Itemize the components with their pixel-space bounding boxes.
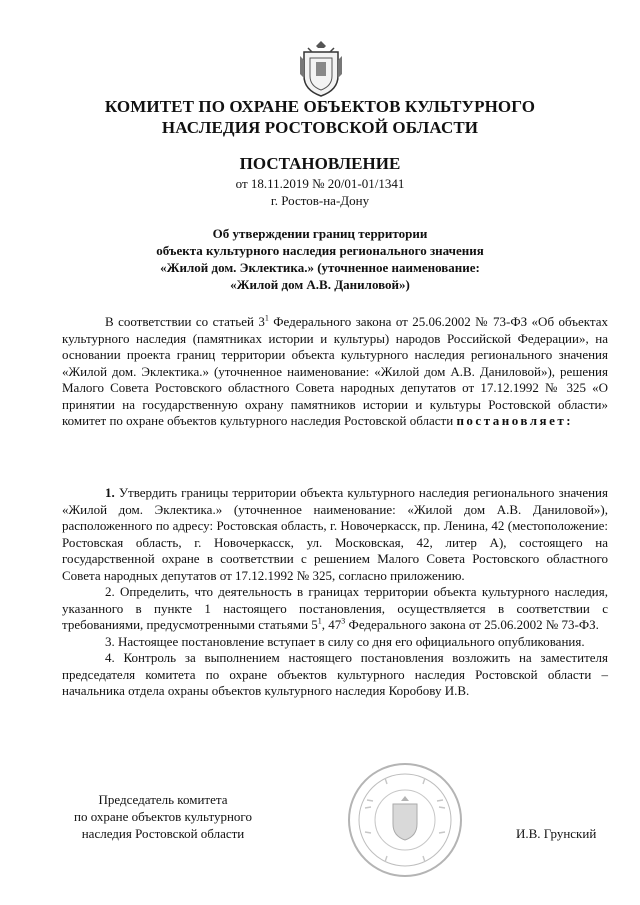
preamble-paragraph xyxy=(62,314,608,430)
document-type: ПОСТАНОВЛЕНИЕ xyxy=(239,154,401,173)
preamble-superscript: 1 xyxy=(264,313,269,323)
signatory-position xyxy=(58,791,268,842)
preamble-text-a: В соответствии со статьей 3 xyxy=(105,314,265,329)
preamble-text-b: Федерального закона от 25.06.2002 № 73-ФЗ «Об объектах культурного наследия (памятниках истории и культуры) народов Российской Федерации», на основании проекта границ территории объекта культурного наследия регионального значения «Жилой дом. Эклектика.» (уточненное наименование: «Жилой дом А.В. Даниловой»), решения Малого Совета Ростовского областного Совета народных депутатов от 17.12.1992 № 325 «О принятии на государственную охрану памятников истории и культуры Ростовской области» комитет по охране объектов культурного наследия Ростовской области xyxy=(62,314,608,428)
item-2-text-b: , 47 xyxy=(321,617,342,632)
item-4: 4. Контроль за выполнением настоящего постановления возложить на заместителя председателя комитета по охране объектов культурного наследия Ростовской области – начальника отдела охраны объектов культурного наследия Коробову И.В. xyxy=(62,650,608,698)
signatory-name: И.В. Грунский xyxy=(516,826,597,841)
subject-line-2: объекта культурного наследия регионального значения xyxy=(156,243,484,258)
signatory-position-line-3: наследия Ростовской области xyxy=(81,826,245,841)
item-3: 3. Настоящее постановление вступает в силу со дня его официального опубликования. xyxy=(105,633,585,649)
resolution-items xyxy=(62,485,608,700)
signatory-position-line-2: по охране объектов культурного xyxy=(74,809,252,824)
item-2-text-c: Федерального закона от 25.06.2002 № 73-ФЗ. xyxy=(345,617,599,632)
item-2-text-a: 2. Определить, что деятельность в границах территории объекта культурного наследия, указанного в пункте 1 настоящего постановления, осуществляется в соответствии с требованиями, предусмотренными статьями 5 xyxy=(62,584,608,632)
item-2 xyxy=(62,584,608,634)
signatory-position-line-1: Председатель комитета xyxy=(98,792,228,807)
official-seal-icon xyxy=(345,760,465,880)
coat-of-arms-icon xyxy=(296,38,346,98)
document-number: от 18.11.2019 № 20/01-01/1341 xyxy=(235,176,405,191)
item-1 xyxy=(62,485,608,584)
item-2-superscript-1: 1 xyxy=(317,616,322,626)
subject-line-1: Об утверждении границ территории xyxy=(212,226,428,241)
item-1-number: 1. xyxy=(105,485,115,500)
item-2-superscript-2: 3 xyxy=(341,616,346,626)
preamble-section xyxy=(62,314,608,430)
committee-name xyxy=(0,96,640,138)
committee-line-2: НАСЛЕДИЯ РОСТОВСКОЙ ОБЛАСТИ xyxy=(161,118,479,137)
item-1-text: Утвердить границы территории объекта культурного наследия регионального значения «Жилой дом. Эклектика.» (уточненное наименование: «Жилой дом А.В. Даниловой»), расположенного по адресу: Ростовская область, г. Новочеркасск, пр. Ленина, 42 (местоположение: Ростовская область, г. Новочеркасск, ул. Московская, 42, литер А), состоящего на государственной охране в соответствии с решением Малого Совета Ростовского областного Совета народных депутатов от 17.12.1992 № 325, согласно приложению. xyxy=(62,485,608,583)
document-city: г. Ростов-на-Дону xyxy=(270,193,370,208)
committee-line-1: КОМИТЕТ ПО ОХРАНЕ ОБЪЕКТОВ КУЛЬТУРНОГО xyxy=(104,97,536,116)
document-subject xyxy=(0,225,640,293)
subject-line-3: «Жилой дом. Эклектика.» (уточненное наименование: xyxy=(160,260,480,275)
subject-line-4: «Жилой дом А.В. Даниловой») xyxy=(230,277,410,292)
decree-word: постановляет: xyxy=(456,413,574,428)
